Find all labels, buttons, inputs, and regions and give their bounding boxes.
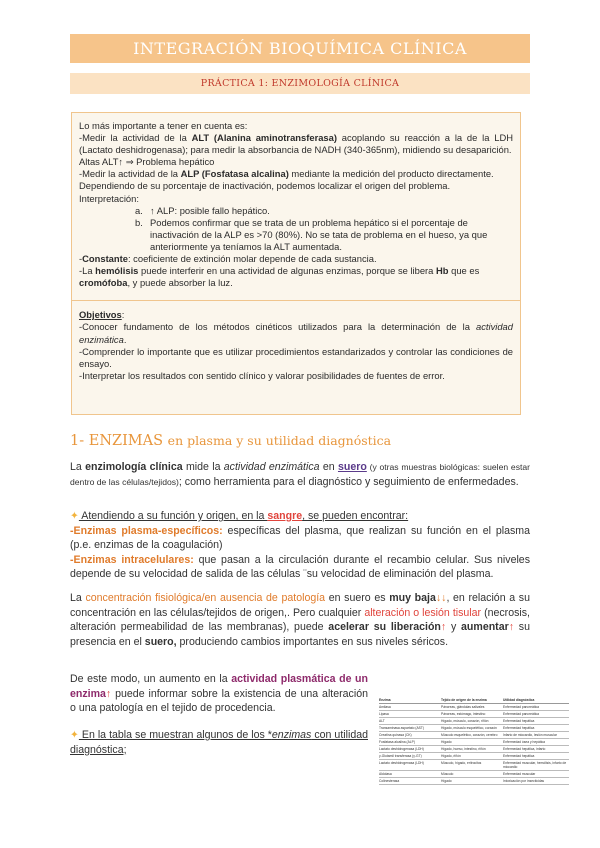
table-row: γ-Glutamil transferasa (γ-GT) Hígado, riñón Enfermedad hepática <box>379 753 569 760</box>
table-row: ALT Hígado, músculo, corazón, riñón Enfermedad hepática <box>379 718 569 725</box>
enzyme-table <box>379 698 569 848</box>
table-row: Fosfatasa alcalina (ALP) Hígado Enfermedad ósea y hepática <box>379 739 569 746</box>
interpretation-item-a: a. ↑ ALP: posible fallo hepático. <box>135 204 270 216</box>
objectives-title: Objetivos: <box>79 309 125 321</box>
table-row: Lactato deshidrogenasa (LDH) Músculo, hígado, eritrocitos Enfermedad muscular, hemólisis, infarto de miocardio <box>379 760 569 771</box>
table-row: Aldolasa Músculo Enfermedad muscular <box>379 771 569 778</box>
summary-hemolysis: -La hemólisis puede interferir en una actividad de algunas enzimas, porque se libera Hb que es cromófoba, y puede absorber la luz. <box>79 265 480 289</box>
summary-alt-line: -Medir la actividad de la ALT (Alanina aminotransferasa) acoplando su reacción a la de la LDH (Lactato deshidrogenasa); para medir la absorbancia de NADH (340-365nm), midiendo su desaparición. <box>79 132 513 156</box>
table-row: Transaminasa aspartato (AST) Hígado, músculo esquelético, corazón Enfermedad hepática <box>379 725 569 732</box>
practice-subtitle: PRÁCTICA 1: ENZIMOLOGÍA CLÍNICA <box>70 73 530 94</box>
paragraph-enzymology: La enzimología clínica mide la actividad enzimática en suero (y otras muestras biológicas: suelen estar dentro de las células/tejidos); como herramienta para el diagnóstico y seguimiento de enfermedades. <box>70 461 531 488</box>
table-header: Enzima Tejido de origen de la enzima Utilidad diagnóstica <box>379 698 569 704</box>
paragraph-plasma-activity: De este modo, un aumento en la actividad plasmática de un enzima↑ puede informar sobre la existencia de una alteración o una patología en el tejido de procedencia. <box>70 673 368 715</box>
summary-interpretation: Interpretación: <box>79 192 139 204</box>
summary-inactivation: Dependiendo de su porcentaje de inactivación, podemos localizar el origen del problema. <box>79 180 451 192</box>
table-row: Lipasa Páncreas, estómago, intestino Enfermedad pancreática <box>379 711 569 718</box>
paragraph-table-intro: ✦ En la tabla se muestran algunos de los *enzimas con utilidad diagnóstica; <box>70 729 368 756</box>
table-row: Lactato deshidrogenasa (LDH) Hígado, hueso, intestino, riñón Enfermedad hepática, infarto <box>379 746 569 753</box>
section-heading: 1- ENZIMAS en plasma y su utilidad diagnóstica <box>70 433 392 449</box>
table-row: Colinesterasa Hígado Intoxicación por insecticidas <box>379 778 569 785</box>
summary-alp-line: -Medir la actividad de la ALP (Fosfatasa alcalina) mediante la medición del producto directamente. <box>79 168 494 180</box>
document-title: INTEGRACIÓN BIOQUÍMICA CLÍNICA <box>70 34 530 63</box>
objective-3: -Interpretar los resultados con sentido clínico y valorar posibilidades de fuentes de error. <box>79 369 445 381</box>
table-row: Amilasa Páncreas, glándulas salivales Enfermedad pancreática <box>379 704 569 711</box>
table-row: Creatina quinasa (CK) Músculo esquelético, corazón, cerebro Infarto de miocardio, lesión muscular <box>379 732 569 739</box>
paragraph-concentration: La concentración fisiológica/en ausencia de patología en suero es muy baja↓↓, en relación a su concentración en las células/tejidos de origen,. Pero cualquier alteración o lesión tisular (necrosis, alteración permeabilidad de las membranas), puede acelerar su liberación↑ y aumentar↑ su presencia en el suero, produciendo cambios importantes en sus niveles séricos. <box>70 592 530 648</box>
summary-box <box>71 112 521 415</box>
objective-2: -Comprender lo importante que es utilizar procedimientos estandarizados y controlar las condiciones de ensayo. <box>79 345 513 369</box>
paragraph-origin: ✦ Atendiendo a su función y origen, en la sangre, se pueden encontrar: -Enzimas plasma-específicos: específicas del plasma, que realizan su función en el plasma (p.e. enzimas de la coagulación) -Enzimas intracelulares: que pasan a la circulación durante el recambio celular. Sus niveles depende de su velocidad de salida de las células ¨su velocidad de eliminación del plasma. <box>70 510 531 581</box>
star-icon: ✦ <box>70 510 79 522</box>
summary-alt-high: Altas ALT↑ ⇒ Problema hepático <box>79 156 215 168</box>
interpretation-item-b: b. Podemos confirmar que se trata de un problema hepático si el porcentaje de inactivación de la ALP es >70 (80%). No se tata de problema en el hueso, ya que anteriormente ya teníamos la ALT aumentada. <box>135 216 488 252</box>
summary-intro: Lo más importante a tener en cuenta es: <box>79 120 248 131</box>
summary-constant: -Constante: coeficiente de extinción molar depende de cada sustancia. <box>79 253 377 265</box>
objective-1: -Conocer fundamento de los métodos cinéticos utilizados para la determinación de la actividad enzimática. <box>79 321 513 345</box>
star-icon: ✦ <box>70 729 79 741</box>
box-divider <box>72 300 520 304</box>
